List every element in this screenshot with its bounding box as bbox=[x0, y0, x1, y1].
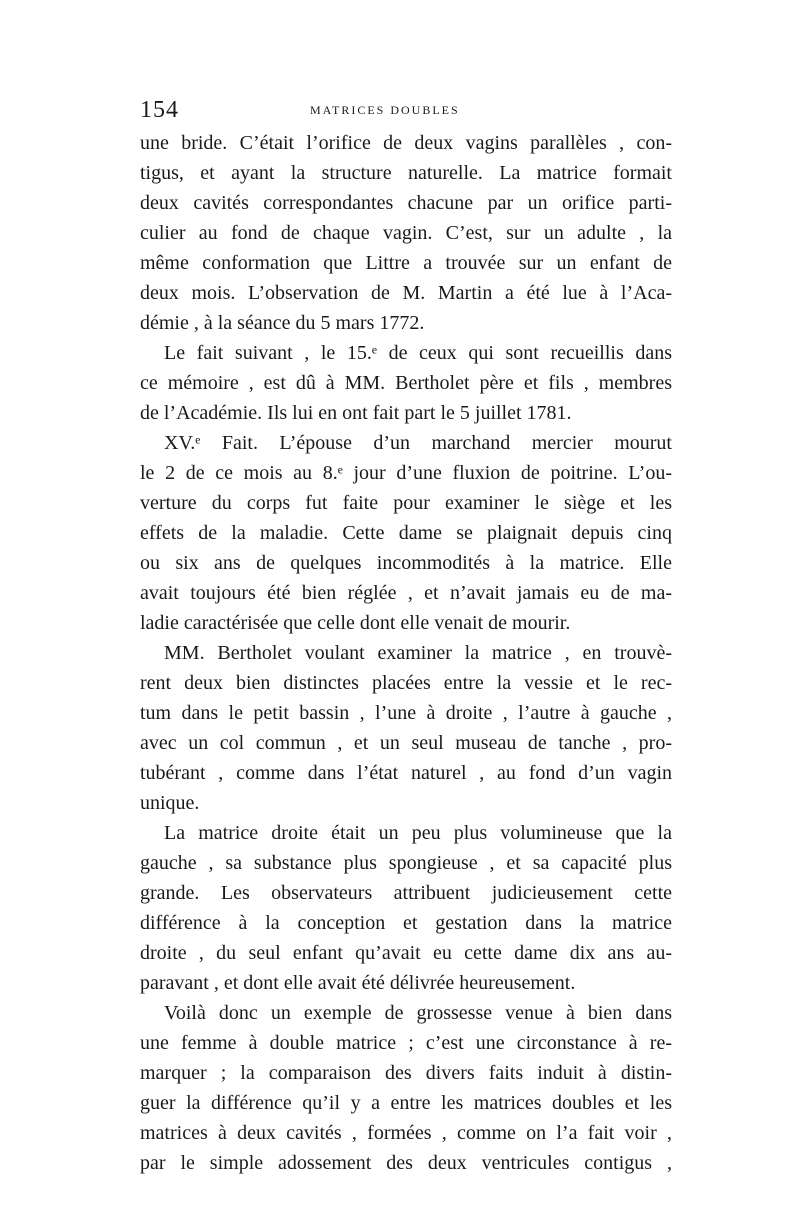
text-line: une femme à double matrice ; c’est une circonstance à re- bbox=[140, 1032, 672, 1054]
running-head bbox=[140, 96, 670, 124]
text-line: grande. Les observateurs attribuent judicieusement cette bbox=[140, 882, 672, 904]
text-line: ou six ans de quelques incommodités à la matrice. Elle bbox=[140, 552, 672, 574]
text-line: marquer ; la comparaison des divers faits induit à distin- bbox=[140, 1062, 672, 1084]
text-line: MM. Bertholet voulant examiner la matrice , en trouvè- bbox=[164, 642, 672, 664]
text-line: culier au fond de chaque vagin. C’est, sur un adulte , la bbox=[140, 222, 672, 244]
text-line: même conformation que Littre a trouvée sur un enfant de bbox=[140, 252, 672, 274]
text-line: différence à la conception et gestation dans la matrice bbox=[140, 912, 672, 934]
text-line: ladie caractérisée que celle dont elle venait de mourir. bbox=[140, 612, 571, 634]
page-number: 154 bbox=[140, 97, 179, 123]
text-line: avait toujours été bien réglée , et n’avait jamais eu de ma- bbox=[140, 582, 672, 604]
text-line: tubérant , comme dans l’état naturel , au fond d’un vagin bbox=[140, 762, 672, 784]
text-line: le 2 de ce mois au 8.ᵉ jour d’une fluxion de poitrine. L’ou- bbox=[140, 462, 672, 484]
text-line: deux cavités correspondantes chacune par un orifice parti- bbox=[140, 192, 672, 214]
text-line: tum dans le petit bassin , l’une à droite , l’autre à gauche , bbox=[140, 702, 672, 724]
text-line: ce mémoire , est dû à MM. Bertholet père et fils , membres bbox=[140, 372, 672, 394]
text-line: démie , à la séance du 5 mars 1772. bbox=[140, 312, 425, 334]
text-line: avec un col commun , et un seul museau de tanche , pro- bbox=[140, 732, 672, 754]
text-line: matrices à deux cavités , formées , comme on l’a fait voir , bbox=[140, 1122, 672, 1144]
text-line: deux mois. L’observation de M. Martin a été lue à l’Aca- bbox=[140, 282, 672, 304]
text-line: Voilà donc un exemple de grossesse venue à bien dans bbox=[164, 1002, 672, 1024]
body-text bbox=[140, 128, 672, 1178]
running-title: MATRICES DOUBLES bbox=[310, 103, 460, 117]
text-line: droite , du seul enfant qu’avait eu cette dame dix ans au- bbox=[140, 942, 672, 964]
text-line: effets de la maladie. Cette dame se plaignait depuis cinq bbox=[140, 522, 672, 544]
text-line: unique. bbox=[140, 792, 200, 814]
text-line: par le simple adossement des deux ventricules contigus , bbox=[140, 1152, 672, 1174]
text-line: verture du corps fut faite pour examiner le siège et les bbox=[140, 492, 672, 514]
text-line: La matrice droite était un peu plus volumineuse que la bbox=[164, 822, 672, 844]
text-line: rent deux bien distinctes placées entre la vessie et le rec- bbox=[140, 672, 672, 694]
text-line: XV.ᵉ Fait. L’épouse d’un marchand mercier mourut bbox=[164, 432, 672, 454]
text-line: une bride. C’était l’orifice de deux vagins parallèles , con- bbox=[140, 132, 672, 154]
text-line: Le fait suivant , le 15.ᵉ de ceux qui sont recueillis dans bbox=[164, 342, 672, 364]
text-line: gauche , sa substance plus spongieuse , et sa capacité plus bbox=[140, 852, 672, 874]
text-line: tigus, et ayant la structure naturelle. La matrice formait bbox=[140, 162, 672, 184]
text-line: paravant , et dont elle avait été délivrée heureusement. bbox=[140, 972, 576, 994]
text-line: guer la différence qu’il y a entre les matrices doubles et les bbox=[140, 1092, 672, 1114]
text-line: de l’Académie. Ils lui en ont fait part le 5 juillet 1781. bbox=[140, 402, 572, 424]
